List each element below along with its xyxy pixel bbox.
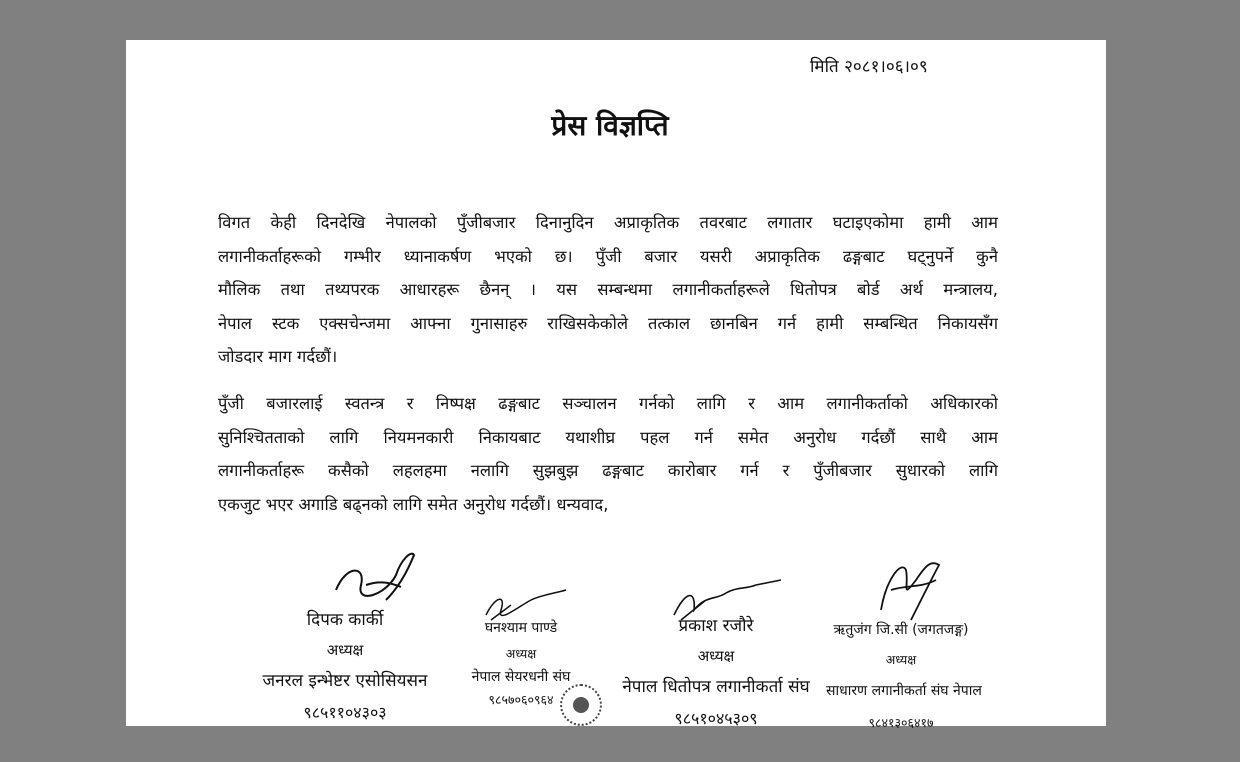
press-release-page xyxy=(126,40,1106,730)
text-line: पुँजी बजारलाई स्वतन्त्र र निष्पक्ष ढङ्गबाट सञ्चालन गर्नको लागि र आम लगानीकर्ताको अधिकारको xyxy=(218,394,998,413)
text-line: मौलिक तथा तथ्यपरक आधारहरू छैनन् । यस सम्बन्धमा लगानीकर्ताहरूले धितोपत्र बोर्ड अर्थ मन्त्रालय, xyxy=(218,280,998,299)
signatory-name: दिपक कार्की xyxy=(306,610,384,630)
signatory-phone: ९८५१०४५३०९ xyxy=(674,709,758,728)
text-line: विगत केही दिनदेखि नेपालको पुँजीबजार दिनानुदिन अप्राकृतिक तवरबाट लगातार घटाइएकोमा हामी आम xyxy=(218,213,998,232)
signatory-phone: ९८५११०४३०३ xyxy=(303,703,387,722)
signatory-org: नेपाल धितोपत्र लगानीकर्ता संघ xyxy=(622,677,810,697)
signatory-name: ऋतुजंग जि.सी (जगतजङ्ग) xyxy=(833,622,969,638)
signatory-3 xyxy=(606,611,826,735)
signature-4 xyxy=(871,550,951,625)
signatory-org: नेपाल सेयरधनी संघ xyxy=(471,669,571,685)
signatory-4 xyxy=(826,615,982,739)
signatory-role: अध्यक्ष xyxy=(326,641,364,659)
text-line: जोडदार माग गर्दछौं। xyxy=(218,347,338,366)
page-title: प्रेस विज्ञप्ति xyxy=(551,109,669,142)
signatory-org: जनरल इन्भेष्टर एसोसियसन xyxy=(262,671,428,691)
text-line: एकजुट भएर अगाडि बढ्नको लागि समेत अनुरोध गर्दछौं। धन्यवाद, xyxy=(218,494,609,514)
signatory-role: अध्यक्ष xyxy=(885,652,917,667)
text-line: लगानीकर्ताहरू कसैको लहलहमा नलागि सुझबुझ ढङ्गबाट कारोबार गर्न र पुँजीबजार सुधारको लागि xyxy=(218,461,998,480)
signatory-name: प्रकाश रजौरे xyxy=(678,616,754,636)
text-line: नेपाल स्टक एक्सचेन्जमा आफ्ना गुनासाहरु राखिसकेकोले तत्काल छानबिन गर्न हामी सम्बन्धित निकायसँग xyxy=(218,313,998,333)
signatory-role: अध्यक्ष xyxy=(505,646,537,661)
signatory-role: अध्यक्ष xyxy=(697,647,735,665)
paragraph-2 xyxy=(218,387,998,521)
signatory-2 xyxy=(446,613,596,711)
signatory-name: घनश्याम पाण्डे xyxy=(484,620,558,636)
text-line: सुनिश्चितताको लागि नियमनकारी निकायबाट यथाशीघ्र पहल गर्न समेत अनुरोध गर्दछौं साथै आम xyxy=(218,427,998,447)
signatory-phone: ९८५७०६०९६४ xyxy=(488,692,554,707)
signatory-phone: ९८४१३०६४१७ xyxy=(868,715,934,730)
signatory-1 xyxy=(230,605,460,729)
paragraph-1 xyxy=(218,206,998,374)
signatory-org: साधारण लगानीकर्ता संघ नेपाल xyxy=(826,683,982,699)
date: मिति २०८१।०६।०९ xyxy=(810,57,928,77)
text-line: लगानीकर्ताहरूको गम्भीर ध्यानाकर्षण भएको छ। पुँजी बजार यसरी अप्राकृतिक ढङ्गबाट घट्नुपर्ने कुनै xyxy=(218,246,998,266)
